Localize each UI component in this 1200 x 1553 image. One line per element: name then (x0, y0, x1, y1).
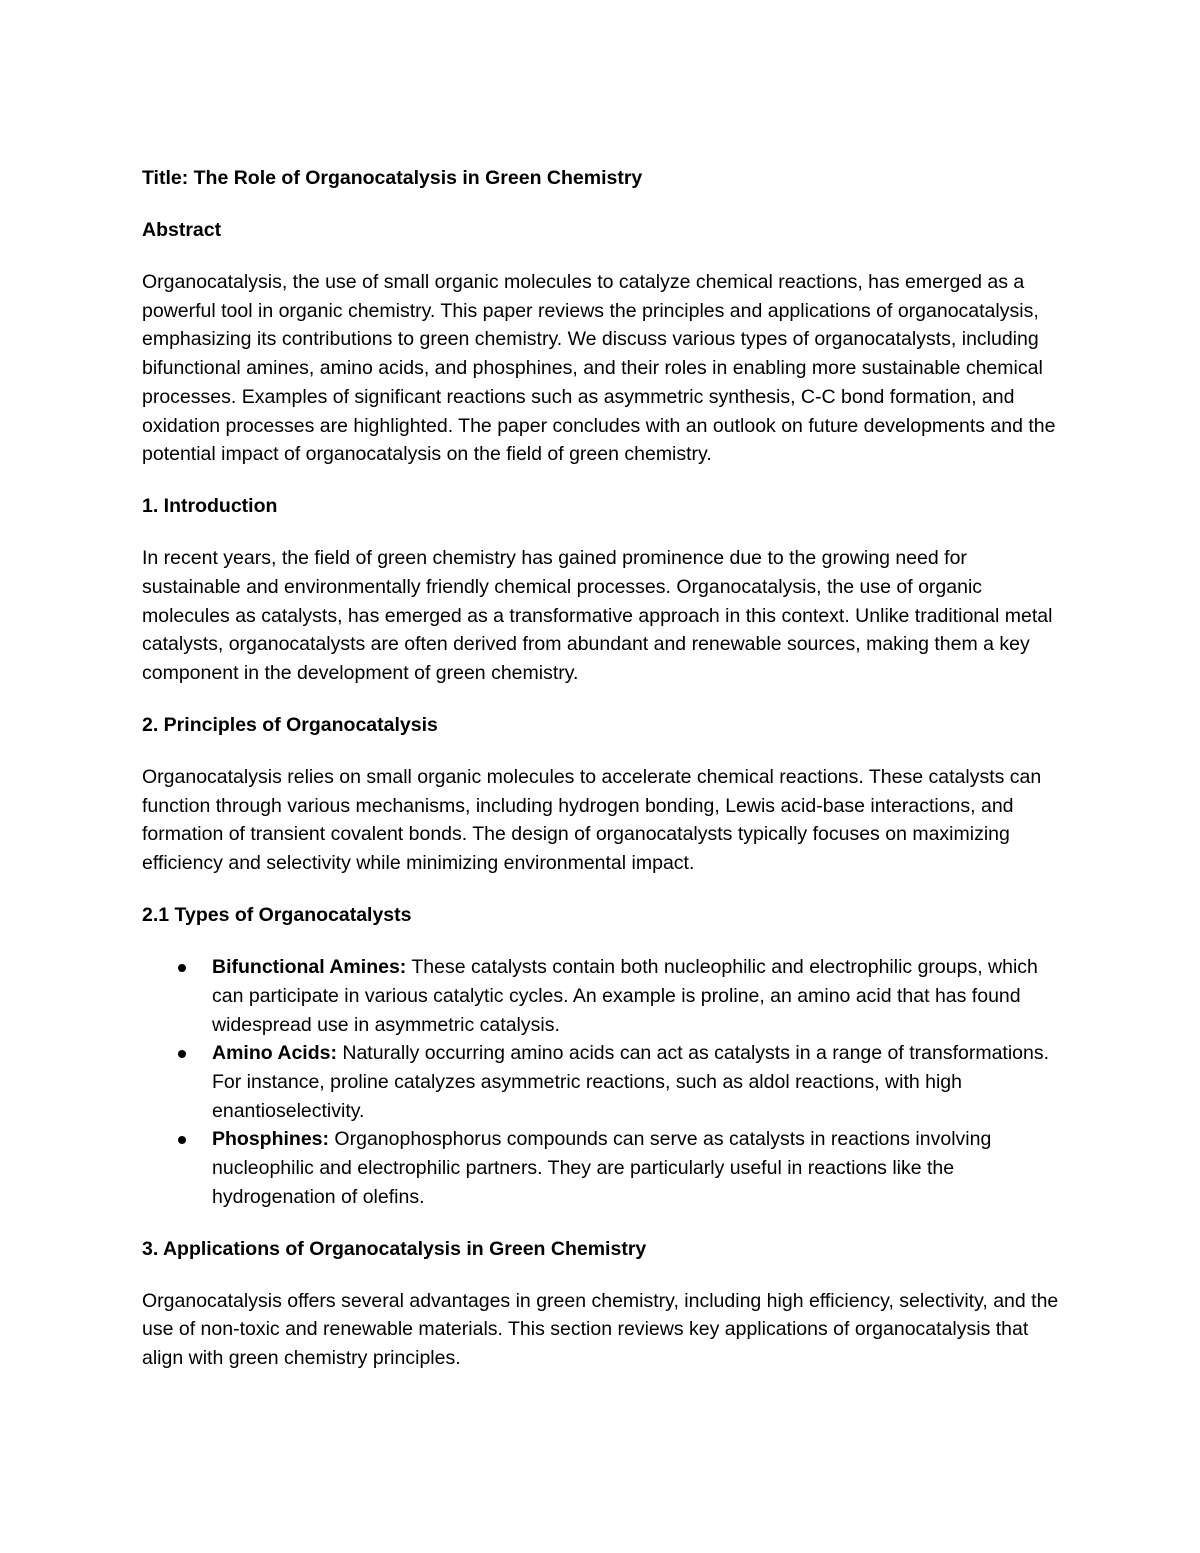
list-item-text: These catalysts contain both nucleophilic and electrophilic groups, which can participate in various catalytic cycles. An example is proline, an amino acid that has found widespread use in asymmetric catalysis. (212, 956, 1038, 1036)
bullet-icon (178, 964, 186, 972)
introduction-heading: 1. Introduction (142, 495, 278, 518)
list-item (142, 1039, 1067, 1125)
principles-paragraph: Organocatalysis relies on small organic molecules to accelerate chemical reactions. These catalysts can function through various mechanisms, including hydrogen bonding, Lewis acid-base interactions, and formation of transient covalent bonds. The design of organocatalysts typically focuses on maximizing efficiency and selectivity while minimizing environmental impact. (142, 766, 1042, 875)
bullet-icon (178, 1136, 186, 1144)
abstract-heading: Abstract (142, 219, 222, 241)
abstract-paragraph: Organocatalysis, the use of small organic molecules to catalyze chemical reactions, has emerged as a powerful tool in organic chemistry. This paper reviews the principles and applications of organocatalysis, emphasizing its contributions to green chemistry. We discuss various types of organocatalysts, including bifunctional amines, amino acids, and phosphines, and their roles in enabling more sustainable chemical processes. Examples of significant reactions such as asymmetric synthesis, C-C bond formation, and oxidation processes are highlighted. The paper concludes with an outlook on future developments and the potential impact of organocatalysis on the field of green chemistry. (142, 271, 1056, 466)
bullet-icon (178, 1050, 186, 1058)
list-item-term: Amino Acids: (212, 1042, 337, 1065)
document-title: Title: The Role of Organocatalysis in Green Chemistry (142, 167, 643, 189)
list-item-text: Naturally occurring amino acids can act as catalysts in a range of transformations. For instance, proline catalyzes asymmetric reactions, such as aldol reactions, with high enantioselectivity. (212, 1042, 1050, 1122)
types-heading: 2.1 Types of Organocatalysts (142, 904, 412, 927)
applications-heading: 3. Applications of Organocatalysis in Green Chemistry (142, 1237, 647, 1260)
list-item-term: Phosphines: (212, 1128, 330, 1151)
list-item (142, 1125, 1067, 1211)
list-item-term: Bifunctional Amines: (212, 956, 407, 979)
document-page (142, 164, 1067, 1373)
list-item (142, 953, 1067, 1039)
applications-paragraph: Organocatalysis offers several advantages in green chemistry, including high efficiency, selectivity, and the use of non-toxic and renewable materials. This section reviews key applications of organocatalysis that align with green chemistry principles. (142, 1289, 1059, 1370)
types-list (142, 953, 1067, 1211)
principles-heading: 2. Principles of Organocatalysis (142, 714, 438, 737)
list-item-text: Organophosphorus compounds can serve as catalysts in reactions involving nucleophilic and electrophilic partners. They are particularly useful in reactions like the hydrogenation of olefins. (212, 1128, 992, 1208)
introduction-paragraph: In recent years, the field of green chemistry has gained prominence due to the growing need for sustainable and environmentally friendly chemical processes. Organocatalysis, the use of organic molecules as catalysts, has emerged as a transformative approach in this context. Unlike traditional metal catalysts, organocatalysts are often derived from abundant and renewable sources, making them a key component in the development of green chemistry. (142, 547, 1053, 685)
